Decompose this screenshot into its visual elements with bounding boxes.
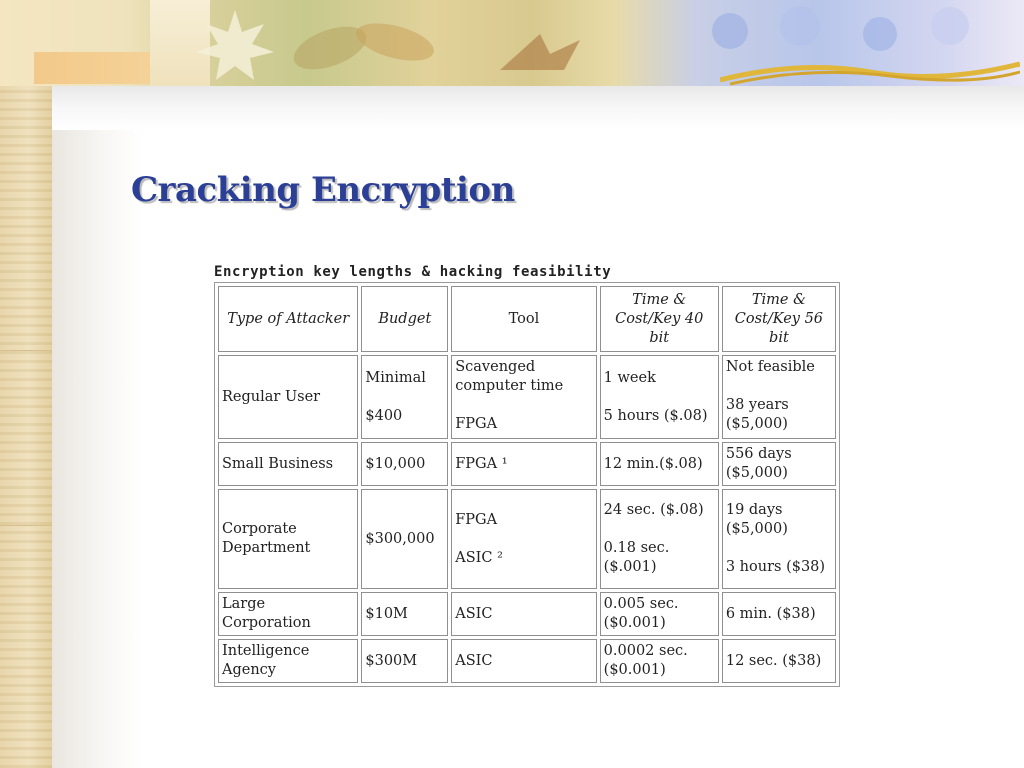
parchment-sidebar [0, 0, 52, 768]
sidebar-divider [0, 350, 52, 351]
time-line: 0.18 sec. ($.001) [603, 540, 670, 575]
tool-cell [451, 355, 596, 439]
time-line: 19 days ($5,000) [725, 502, 788, 537]
time-line: Not feasible [725, 359, 815, 375]
maple-leaf-icon [190, 6, 280, 86]
autumn-leaves-icon [290, 8, 440, 84]
tool-cell [451, 489, 596, 589]
time-56bit-cell: 6 min. ($38) [722, 592, 836, 636]
time-line: 5 hours ($.08) [603, 407, 708, 424]
blue-flowers-icon [690, 6, 1020, 56]
time-40bit-cell [600, 355, 719, 439]
time-40bit-cell [600, 489, 719, 589]
table-row [218, 355, 836, 439]
budget-line: $400 [365, 407, 403, 424]
decorative-banner [0, 0, 1024, 86]
time-line: 24 sec. ($.08) [603, 502, 704, 518]
attacker-cell: Intelligence Agency [218, 639, 358, 683]
key-length-figure [214, 262, 840, 687]
time-56bit-cell: 556 days ($5,000) [722, 442, 836, 486]
table-caption: Encryption key lengths & hacking feasibility [214, 264, 612, 280]
tool-line: FPGA [455, 511, 498, 528]
budget-cell: $10M [361, 592, 448, 636]
red-leaf-icon [480, 20, 600, 84]
time-40bit-cell: 0.005 sec. ($0.001) [600, 592, 719, 636]
time-line: 1 week [603, 369, 656, 386]
header-tool: Tool [451, 286, 596, 352]
tool-line: Scavenged computer time [455, 359, 564, 394]
header-time-40bit: Time & Cost/Key 40 bit [600, 286, 719, 352]
table-row [218, 442, 836, 486]
header-budget: Budget [361, 286, 448, 352]
budget-line: Minimal [365, 369, 426, 386]
time-56bit-cell: 12 sec. ($38) [722, 639, 836, 683]
header-attacker: Type of Attacker [218, 286, 358, 352]
attacker-cell: Small Business [218, 442, 358, 486]
slide-title: Cracking Encryption [131, 170, 515, 210]
table-row [218, 592, 836, 636]
banner-shadow [52, 86, 1024, 130]
attacker-cell: Regular User [218, 355, 358, 439]
table-row [218, 639, 836, 683]
sidebar-divider [0, 525, 52, 526]
tool-cell: ASIC [451, 592, 596, 636]
budget-cell [361, 355, 448, 439]
budget-cell: $10,000 [361, 442, 448, 486]
table-row [218, 489, 836, 589]
budget-cell: $300,000 [361, 489, 448, 589]
key-length-table [214, 282, 840, 687]
tool-line: ASIC ² [455, 549, 503, 566]
time-56bit-cell [722, 489, 836, 589]
attacker-cell: Large Corporation [218, 592, 358, 636]
time-56bit-cell [722, 355, 836, 439]
table-header-row [218, 286, 836, 352]
time-40bit-cell: 0.0002 sec. ($0.001) [600, 639, 719, 683]
tool-line: FPGA [455, 416, 498, 432]
header-time-56bit: Time & Cost/Key 56 bit [722, 286, 836, 352]
tool-cell: ASIC [451, 639, 596, 683]
attacker-cell: Corporate Department [218, 489, 358, 589]
sidebar-shadow [52, 80, 142, 768]
time-40bit-cell: 12 min.($.08) [600, 442, 719, 486]
time-line: 38 years ($5,000) [725, 397, 789, 432]
budget-cell: $300M [361, 639, 448, 683]
tool-cell: FPGA ¹ [451, 442, 596, 486]
time-line: 3 hours ($38) [725, 559, 826, 575]
